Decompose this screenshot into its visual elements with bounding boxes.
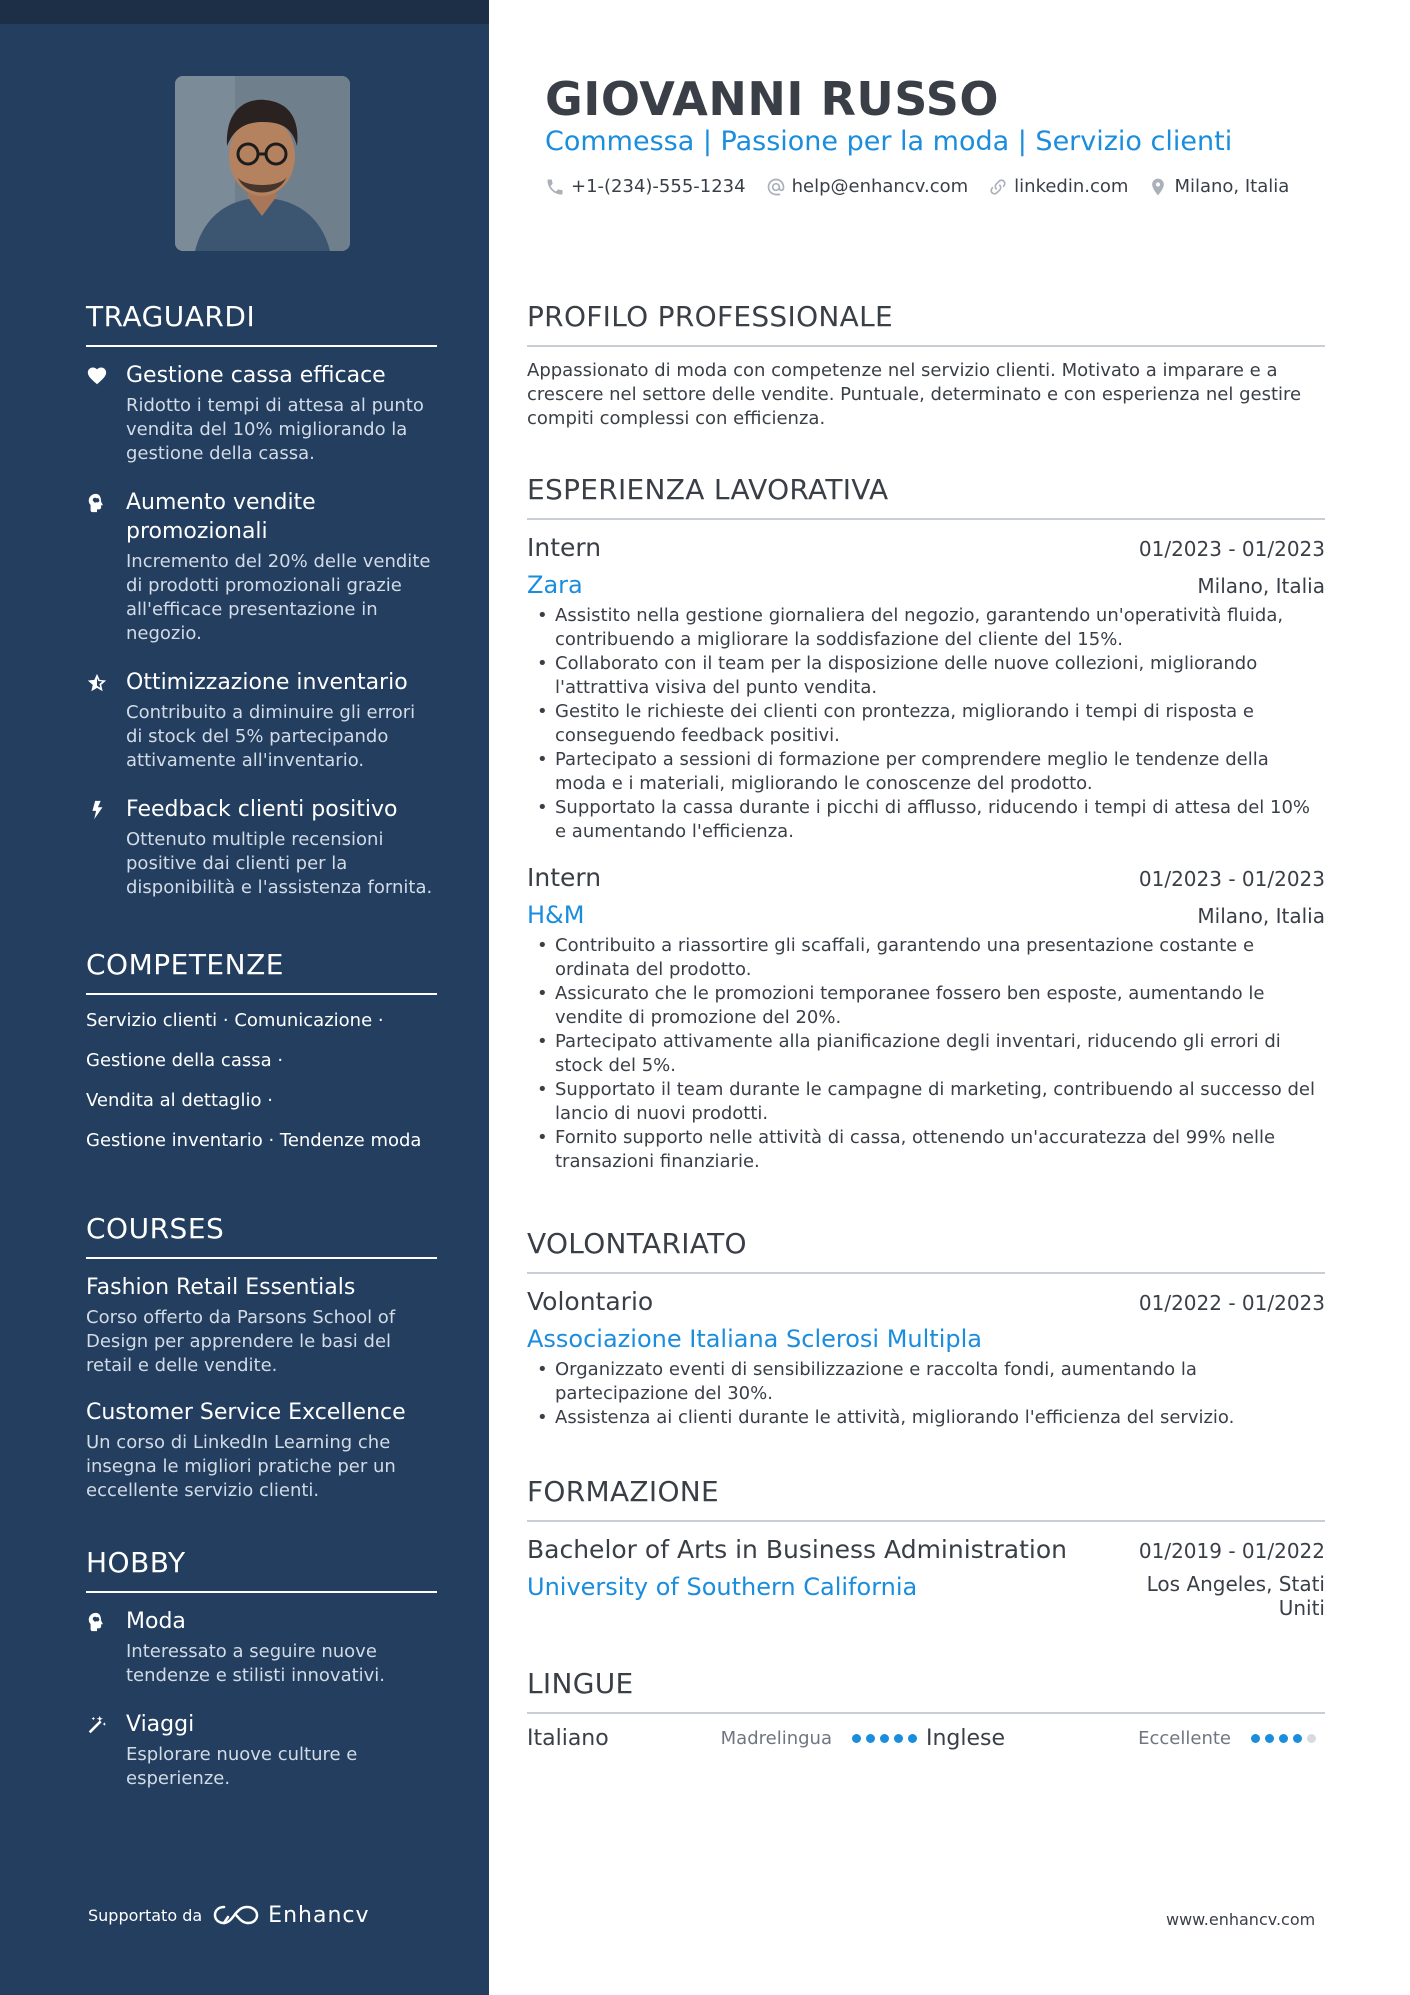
job-bullet: • Assicurato che le promozioni temporanee fossero ben esposte, aumentando le vendite di promozione del 20%. — [527, 982, 1325, 1030]
infinity-logo-icon — [212, 1902, 260, 1928]
job-entry — [527, 862, 1325, 1174]
profile-section — [527, 300, 1325, 431]
achievement-item — [86, 361, 437, 466]
education-school[interactable]: University of Southern California — [527, 1573, 918, 1601]
magic-wand-icon — [86, 1710, 110, 1791]
link-icon — [988, 177, 1008, 197]
job-bullet: • Collaborato con il team per la disposizione delle nuove collezioni, migliorando l'attrattiva visiva del punto vendita. — [527, 652, 1325, 700]
footer-label: Supportato da — [88, 1905, 203, 1925]
phone-icon — [545, 177, 565, 197]
job-dates: 01/2023 - 01/2023 — [1138, 867, 1325, 891]
profile-title: PROFILO PROFESSIONALE — [527, 300, 1325, 347]
job-bullet: • Partecipato attivamente alla pianificazione degli inventari, riducendo gli errori di stock del 5%. — [527, 1030, 1325, 1078]
hobby-name: Moda — [126, 1609, 186, 1634]
education-entry — [527, 1534, 1325, 1620]
brain-icon — [86, 1607, 110, 1688]
achievements-section — [86, 300, 437, 922]
volunteer-org[interactable]: Associazione Italiana Sclerosi Multipla — [527, 1325, 982, 1353]
language-item — [926, 1726, 1325, 1751]
course-description: Corso offerto da Parsons School of Design per apprendere le basi del retail e delle vendite. — [86, 1307, 396, 1376]
contact-email[interactable] — [766, 176, 969, 197]
proficiency-dot — [894, 1734, 903, 1743]
skill-line: Gestione della cassa · — [86, 1050, 284, 1071]
job-bullet: • Partecipato a sessioni di formazione per comprendere meglio le tendenze della moda e i materiali, migliorando le conoscenze del prodotto. — [527, 748, 1325, 796]
location-pin-icon — [1148, 177, 1168, 197]
footer-brand: Enhancv — [268, 1902, 370, 1928]
skill-line: Gestione inventario · Tendenze moda — [86, 1130, 422, 1151]
achievement-item — [86, 668, 437, 773]
contact-phone-text: +1-(234)-555-1234 — [571, 176, 746, 197]
skills-section — [86, 948, 437, 1169]
language-dots — [852, 1734, 922, 1743]
contact-linkedin[interactable] — [988, 176, 1128, 197]
contact-bar — [545, 176, 1309, 197]
skill-line: Vendita al dettaglio · — [86, 1090, 273, 1111]
proficiency-dot — [852, 1734, 861, 1743]
proficiency-dot — [1307, 1734, 1316, 1743]
education-degree: Bachelor of Arts in Business Administration — [527, 1535, 1067, 1564]
hobby-description: Esplorare nuove culture e esperienze. — [126, 1744, 358, 1789]
footer-website[interactable]: www.enhancv.com — [1166, 1910, 1316, 1929]
language-dots — [1251, 1734, 1321, 1743]
job-location: Milano, Italia — [1197, 904, 1325, 928]
hobby-section — [86, 1546, 437, 1813]
hobby-item — [86, 1607, 437, 1688]
proficiency-dot — [1293, 1734, 1302, 1743]
achievement-description: Ridotto i tempi di attesa al punto vendita del 10% migliorando la gestione della cassa. — [126, 395, 424, 464]
volunteer-role: Volontario — [527, 1287, 654, 1316]
experience-title: ESPERIENZA LAVORATIVA — [527, 473, 1325, 520]
hobby-name: Viaggi — [126, 1712, 195, 1737]
achievement-title: Ottimizzazione inventario — [126, 670, 408, 695]
language-level: Madrelingua — [720, 1728, 832, 1749]
candidate-tagline: Commessa | Passione per la moda | Servizio clienti — [545, 126, 1233, 157]
course-title: Fashion Retail Essentials — [86, 1275, 356, 1300]
proficiency-dot — [880, 1734, 889, 1743]
enhancv-logo[interactable] — [212, 1902, 369, 1928]
hobby-item — [86, 1710, 437, 1791]
proficiency-dot — [1279, 1734, 1288, 1743]
candidate-name: GIOVANNI RUSSO — [545, 72, 1000, 126]
proficiency-dot — [866, 1734, 875, 1743]
at-icon — [766, 177, 786, 197]
job-dates: 01/2023 - 01/2023 — [1138, 537, 1325, 561]
languages-section — [527, 1667, 1325, 1751]
job-location: Milano, Italia — [1197, 574, 1325, 598]
language-level: Eccellente — [1138, 1728, 1231, 1749]
job-bullet: • Contribuito a riassortire gli scaffali, garantendo una presentazione costante e ordinata del prodotto. — [527, 934, 1325, 982]
job-company[interactable]: H&M — [527, 901, 585, 929]
job-bullet: • Fornito supporto nelle attività di cassa, ottenendo un'accuratezza del 99% nelle transazioni finanziarie. — [527, 1126, 1325, 1174]
skill-line: Servizio clienti · Comunicazione · — [86, 1010, 384, 1031]
language-item — [527, 1726, 926, 1751]
education-title: FORMAZIONE — [527, 1475, 1325, 1522]
skills-title: COMPETENZE — [86, 948, 437, 995]
volunteer-title: VOLONTARIATO — [527, 1227, 1325, 1274]
lightning-icon — [86, 795, 110, 900]
job-bullet: • Supportato il team durante le campagne di marketing, contribuendo al successo del lancio di nuovi prodotti. — [527, 1078, 1325, 1126]
volunteer-section — [527, 1227, 1325, 1448]
proficiency-dot — [1251, 1734, 1260, 1743]
job-bullet: • Supportato la cassa durante i picchi di afflusso, riducendo i tempi di attesa del 10% e aumentando l'efficienza. — [527, 796, 1325, 844]
language-name: Inglese — [926, 1726, 1006, 1751]
job-role: Intern — [527, 863, 602, 892]
achievement-item — [86, 795, 437, 900]
sidebar-top-bar — [0, 0, 489, 24]
courses-section — [86, 1212, 437, 1523]
contact-location-text: Milano, Italia — [1174, 176, 1290, 197]
contact-email-text: help@enhancv.com — [791, 176, 969, 197]
course-item — [86, 1273, 437, 1378]
courses-title: COURSES — [86, 1212, 437, 1259]
achievement-description: Incremento del 20% delle vendite di prodotti promozionali grazie all'efficace presentazione in negozio. — [126, 551, 431, 644]
course-description: Un corso di LinkedIn Learning che insegna le migliori pratiche per un eccellente servizio clienti. — [86, 1432, 396, 1501]
achievements-title: TRAGUARDI — [86, 300, 437, 347]
hobby-description: Interessato a seguire nuove tendenze e stilisti innovativi. — [126, 1641, 386, 1686]
brain-icon — [86, 488, 110, 646]
profile-summary: Appassionato di moda con competenze nel servizio clienti. Motivato a imparare e a crescere nel settore delle vendite. Puntuale, determinato e con esperienza nel gestire compiti complessi con efficienza. — [527, 360, 1302, 429]
languages-title: LINGUE — [527, 1667, 1325, 1714]
achievement-item — [86, 488, 437, 646]
portrait-image — [175, 76, 350, 251]
course-title: Customer Service Excellence — [86, 1400, 406, 1425]
sidebar — [0, 0, 489, 1995]
education-section — [527, 1475, 1325, 1638]
contact-location — [1148, 176, 1289, 197]
education-dates: 01/2019 - 01/2022 — [1138, 1539, 1325, 1563]
volunteer-bullet: • Assistenza ai clienti durante le attività, migliorando l'efficienza del servizio. — [527, 1406, 1325, 1430]
achievement-title: Aumento vendite promozionali — [126, 490, 316, 544]
achievement-title: Gestione cassa efficace — [126, 363, 386, 388]
course-item — [86, 1398, 437, 1503]
job-company[interactable]: Zara — [527, 571, 583, 599]
achievement-title: Feedback clienti positivo — [126, 797, 398, 822]
star-icon — [86, 668, 110, 773]
job-bullet: • Assistito nella gestione giornaliera del negozio, garantendo un'operatività fluida, contribuendo a migliorare la soddisfazione del cliente del 15%. — [527, 604, 1325, 652]
language-name: Italiano — [527, 1726, 609, 1751]
education-location: Los Angeles, Stati Uniti — [1146, 1572, 1325, 1620]
achievement-description: Contribuito a diminuire gli errori di stock del 5% partecipando attivamente all'inventario. — [126, 702, 416, 771]
experience-section — [527, 473, 1325, 1192]
job-role: Intern — [527, 533, 602, 562]
profile-photo — [175, 76, 350, 251]
contact-linkedin-text: linkedin.com — [1014, 176, 1129, 197]
contact-phone[interactable] — [545, 176, 746, 197]
volunteer-dates: 01/2022 - 01/2023 — [1138, 1291, 1325, 1315]
achievement-description: Ottenuto multiple recensioni positive dai clienti per la disponibilità e l'assistenza fornita. — [126, 829, 433, 898]
job-entry — [527, 532, 1325, 844]
proficiency-dot — [908, 1734, 917, 1743]
volunteer-entry — [527, 1286, 1325, 1430]
heart-icon — [86, 361, 110, 466]
hobby-title: HOBBY — [86, 1546, 437, 1593]
sidebar-footer — [88, 1902, 370, 1928]
proficiency-dot — [1265, 1734, 1274, 1743]
volunteer-bullet: • Organizzato eventi di sensibilizzazione e raccolta fondi, aumentando la partecipazione del 30%. — [527, 1358, 1325, 1406]
job-bullet: • Gestito le richieste dei clienti con prontezza, migliorando i tempi di risposta e conseguendo feedback positivi. — [527, 700, 1325, 748]
